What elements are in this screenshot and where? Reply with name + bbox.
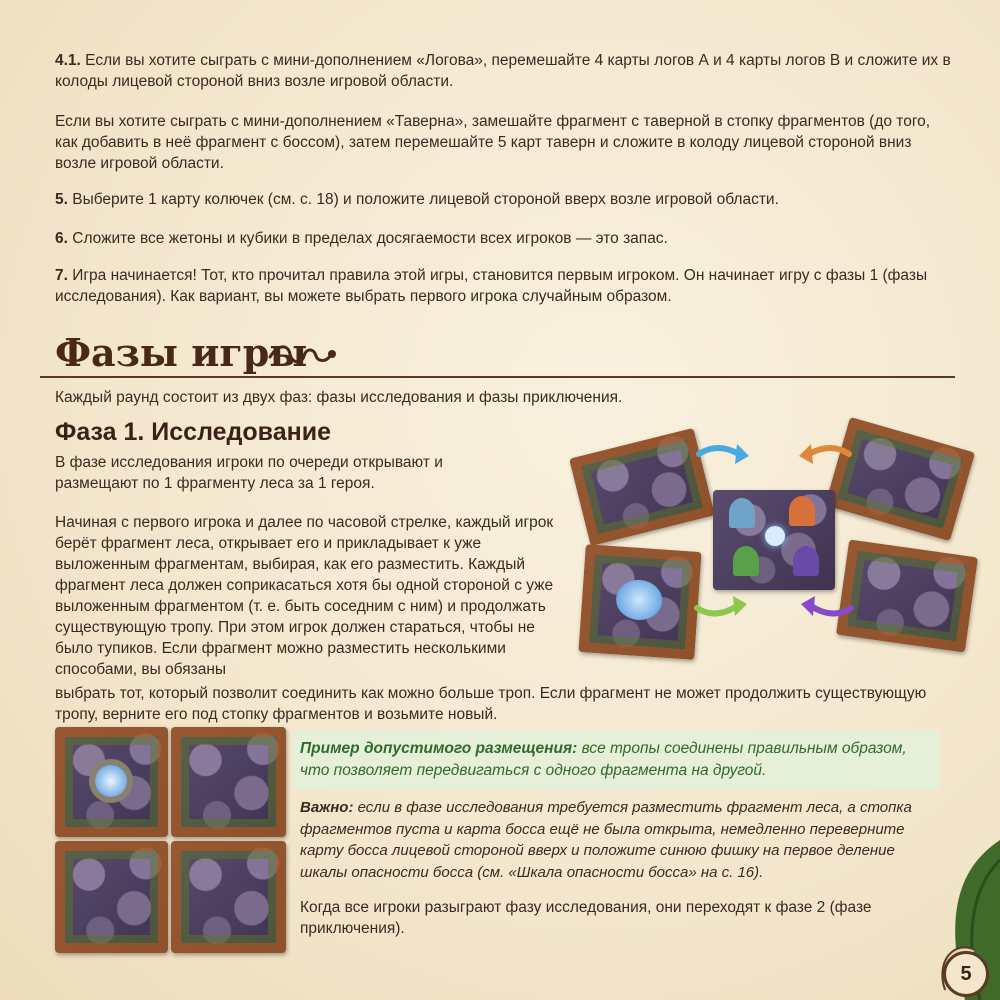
forest-tile-image [171,841,286,953]
forest-tile-image [578,544,701,660]
phase-paragraph-1: В фазе исследования игроки по очереди открывают и размещают по 1 фрагменту леса за 1 героя. [55,454,443,492]
hero-figure-image [733,546,759,576]
hero-figure-image [793,546,819,576]
crystal-icon [615,578,664,621]
vine-ornament-icon [268,342,338,372]
example-callout [300,738,940,782]
compass-icon [765,526,785,546]
important-label: Важно: [300,799,354,816]
hero-figure-image [789,496,815,526]
section-intro: Каждый раунд состоит из двух фаз: фазы исследования и фазы приключения. [55,389,623,406]
rule-number: 7. [55,267,68,284]
rule-7 [55,265,955,307]
arrow-right-icon [693,592,748,622]
arrow-right-icon [695,440,750,470]
rule-text: Выберите 1 карту колючек (см. с. 18) и положите лицевой стороной вверх возле игровой области. [67,191,779,208]
forest-tile-image [171,727,286,837]
important-note [300,797,940,883]
hero-figure-image [729,498,755,528]
section-divider [40,376,955,378]
valid-placement-illustration [55,727,286,953]
forest-tile-image [55,841,168,953]
rule-text: Сложите все жетоны и кубики в пределах досягаемости всех игроков — это запас. [67,230,668,247]
rule-4-1 [55,50,955,92]
compass-icon [95,765,127,797]
tavern-paragraph: Если вы хотите сыграть с мини-дополнением «Таверна», замешайте фрагмент с таверной в стопку фрагментов (до того, как добавить в неё фрагмент с боссом), затем перемешайте 5 карт таверн и сложите в колоду лицевой стороной вниз возле игровой области. [55,113,931,172]
arrow-left-icon [798,440,853,470]
example-text: все тропы соединены правильным образом, что позволяет передвигаться с одного фрагмента на другой. [300,740,907,779]
page-number: 5 [943,951,989,997]
forest-tile-image [569,428,715,546]
section-title: Фазы игры [55,330,308,375]
rule-number: 6. [55,230,68,247]
phase-paragraph-2-cont: выбрать тот, который позволит соединить как можно больше троп. Если фрагмент не может продолжить существующую тропу, верните его под стопку фрагментов и возьмите новый. [55,685,927,723]
rule-number: 5. [55,191,68,208]
forest-tile-image [836,539,978,652]
forest-tile-image [825,417,975,541]
example-label: Пример допустимого размещения: [300,740,578,757]
phase-paragraph-2: Начиная с первого игрока и далее по часовой стрелке, каждый игрок берёт фрагмент леса, открывает его и прикладывает к уже выложенным фрагментам, выбирая, как его разместить. Каждый фрагмент леса должен соприкасаться хотя бы одной стороной с уже выложенным фрагментом (т. е. быть соседним с ним) и продолжать существующую тропу. При этом игрок должен стараться, чтобы не было тупиков. Если фрагмент можно разместить несколькими способами, вы обязаны [55,514,554,678]
forest-tile-image [713,490,835,590]
important-text: если в фазе исследования требуется разместить фрагмент леса, а стопка фрагментов пуста и карта босса ещё не была открыта, немедленно переверните карту босса лицевой стороной вверх и положите синюю фишку на первое деление шкалы опасности босса (см. «Шкала опасности босса» на с. 16). [300,799,912,881]
rule-6 [55,228,955,249]
closing-paragraph: Когда все игроки разыграют фазу исследования, они переходят к фазе 2 (фазе приключения). [300,899,872,937]
rule-text: Игра начинается! Тот, кто прочитал правила этой игры, становится первым игроком. Он начинает игру с фазы 1 (фазы исследования). Как вариант, вы можете выбрать первого игрока случайным образом. [55,267,928,305]
arrow-left-icon [800,592,855,622]
rule-text: Если вы хотите сыграть с мини-дополнением «Логова», перемешайте 4 карты логов А и 4 карты логов В и сложите их в колоды лицевой стороной вниз возле игровой области. [55,52,951,90]
forest-tile-image [55,727,168,837]
phase-title: Фаза 1. Исследование [55,418,331,446]
rule-5 [55,189,955,210]
rule-number: 4.1. [55,52,81,69]
